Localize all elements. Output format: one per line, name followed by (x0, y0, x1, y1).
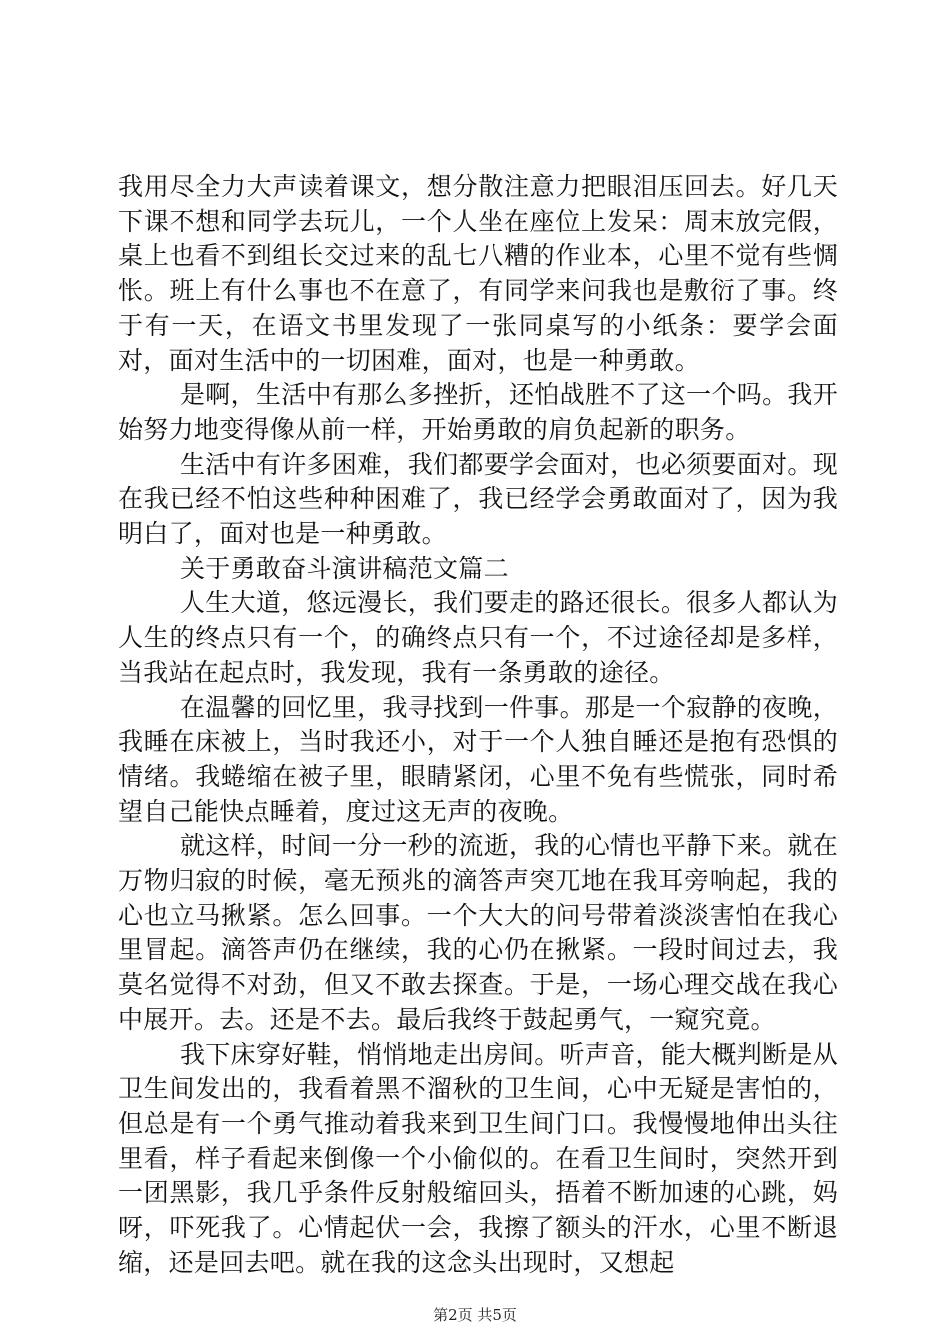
paragraph-2: 是啊，生活中有那么多挫折，还怕战胜不了这一个吗。我开始努力地变得像从前一样，开始勇敢的肩负起新的职务。 (118, 380, 838, 444)
paragraph-4: 人生大道，悠远漫长，我们要走的路还很长。很多人都认为人生的终点只有一个，的确终点只有一个，不过途径却是多样，当我站在起点时，我发现，我有一条勇敢的途径。 (118, 588, 838, 687)
page-footer: 第2页 共5页 (433, 1306, 517, 1324)
paragraph-3: 生活中有许多困难，我们都要学会面对，也必须要面对。现在我已经不怕这些种种困难了，我已经学会勇敢面对了，因为我明白了，面对也是一种勇敢。 (118, 449, 838, 549)
paragraph-6: 就这样，时间一分一秒的流逝，我的心情也平静下来。就在万物归寂的时候，毫无预兆的滴答声突兀地在我耳旁响起，我的心也立马揪紧。怎么回事。一个大大的问号带着淡淡害怕在我心里冒起。滴答声仍在继续，我的心仍在揪紧。一段时间过去，我莫名觉得不对劲，但又不敢去探查。于是，一场心理交战在我心中展开。去。还是不去。最后我终于鼓起勇气，一窥究竟。 (118, 831, 838, 1034)
document-body (118, 170, 838, 1281)
paragraph-1: 我用尽全力大声读着课文，想分散注意力把眼泪压回去。好几天下课不想和同学去玩儿，一个人坐在座位上发呆：周末放完假，桌上也看不到组长交过来的乱七八糟的作业本，心里不觉有些惆怅。班上有什么事也不在意了，有同学来问我也是敷衍了事。终于有一天，在语文书里发现了一张同桌写的小纸条：要学会面对，面对生活中的一切困难，面对，也是一种勇敢。 (118, 172, 838, 375)
section-heading: 关于勇敢奋斗演讲稿范文篇二 (180, 553, 509, 583)
paragraph-5: 在温馨的回忆里，我寻找到一件事。那是一个寂静的夜晚，我睡在床被上，当时我还小，对于一个人独自睡还是抱有恐惧的情绪。我蜷缩在被子里，眼睛紧闭，心里不免有些慌张，同时希望自己能快点睡着，度过这无声的夜晚。 (118, 692, 838, 826)
paragraph-7: 我下床穿好鞋，悄悄地走出房间。听声音，能大概判断是从卫生间发出的，我看着黑不溜秋的卫生间，心中无疑是害怕的，但总是有一个勇气推动着我来到卫生间门口。我慢慢地伸出头往里看，样子看起来倒像一个小偷似的。在看卫生间时，突然开到一团黑影，我几乎条件反射般缩回头，捂着不断加速的心跳，妈呀，吓死我了。心情起伏一会，我擦了额头的汗水，心里不断退缩，还是回去吧。就在我的这念头出现时，又想起 (118, 1039, 838, 1277)
